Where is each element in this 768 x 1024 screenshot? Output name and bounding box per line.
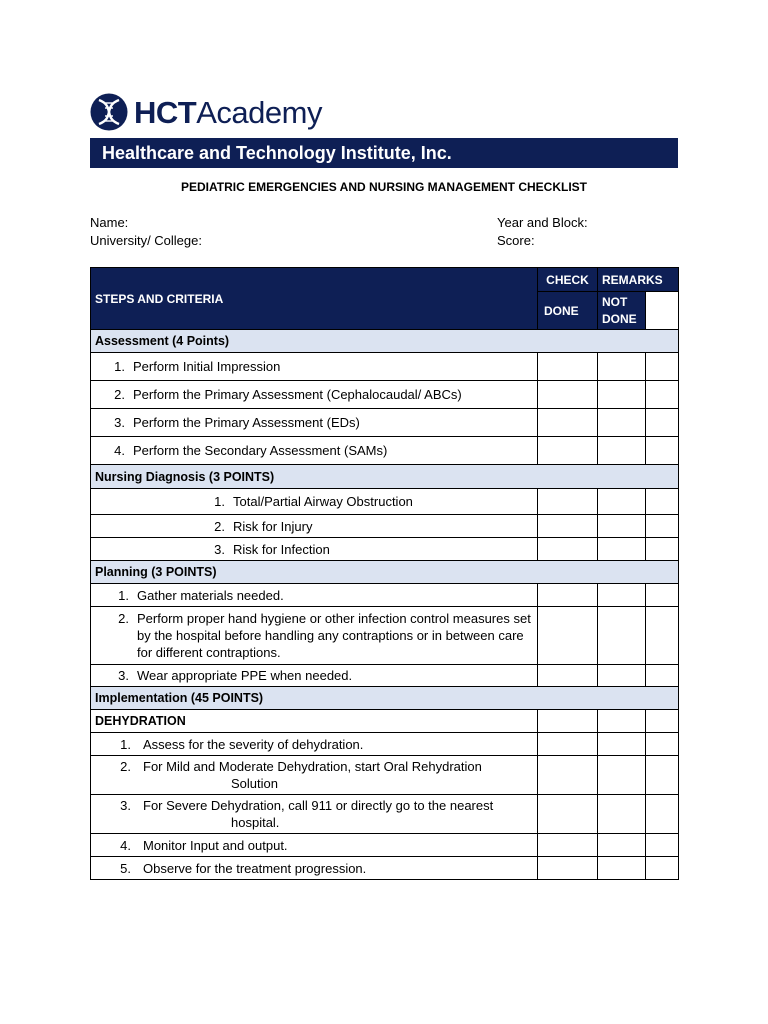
done-checkbox-cell[interactable] bbox=[538, 381, 598, 409]
remarks-cell[interactable] bbox=[646, 409, 679, 437]
remarks-cell[interactable] bbox=[646, 437, 679, 465]
not-done-checkbox-cell[interactable] bbox=[598, 489, 646, 515]
item-number: 1. bbox=[120, 736, 131, 752]
implementation-item-text-continued: hospital. bbox=[231, 815, 280, 830]
table-row bbox=[91, 515, 679, 538]
diagnosis-item-text: Total/Partial Airway Obstruction bbox=[233, 494, 413, 509]
table-row bbox=[91, 584, 679, 607]
assessment-item-text: Perform the Primary Assessment (EDs) bbox=[133, 415, 360, 430]
remarks-cell[interactable] bbox=[646, 489, 679, 515]
planning-item-text: Perform proper hand hygiene or other infection control measures set by the hospital before handling any contraptions or in between care for different contraptions. bbox=[137, 611, 531, 660]
implementation-item-text: Assess for the severity of dehydration. bbox=[143, 736, 364, 752]
table-row bbox=[91, 795, 679, 834]
remarks-cell[interactable] bbox=[646, 834, 679, 857]
remarks-cell[interactable] bbox=[646, 607, 679, 665]
item-number: 2. bbox=[214, 518, 225, 534]
remarks-cell[interactable] bbox=[646, 515, 679, 538]
not-done-checkbox-cell[interactable] bbox=[598, 733, 646, 756]
not-done-checkbox-cell[interactable] bbox=[598, 607, 646, 665]
planning-item-text: Gather materials needed. bbox=[137, 587, 284, 603]
done-checkbox-cell[interactable] bbox=[538, 584, 598, 607]
table-row bbox=[91, 733, 679, 756]
done-header: DONE bbox=[538, 292, 598, 330]
not-done-checkbox-cell[interactable] bbox=[598, 665, 646, 687]
done-checkbox-cell[interactable] bbox=[538, 515, 598, 538]
implementation-item-text: For Mild and Moderate Dehydration, start Oral Rehydration bbox=[143, 759, 482, 774]
remarks-cell[interactable] bbox=[646, 665, 679, 687]
not-done-checkbox-cell[interactable] bbox=[598, 538, 646, 561]
table-row bbox=[91, 756, 679, 795]
not-done-checkbox-cell[interactable] bbox=[598, 437, 646, 465]
remarks-cell[interactable] bbox=[646, 733, 679, 756]
remarks-header: REMARKS bbox=[598, 268, 679, 292]
remarks-cell[interactable] bbox=[646, 538, 679, 561]
logo-text-hct: HCT bbox=[134, 94, 197, 130]
item-number: 3. bbox=[114, 415, 125, 430]
steps-criteria-header: STEPS AND CRITERIA bbox=[91, 268, 538, 330]
remarks-cell[interactable] bbox=[646, 353, 679, 381]
institute-banner: Healthcare and Technology Institute, Inc. bbox=[90, 138, 678, 168]
not-done-checkbox-cell[interactable] bbox=[598, 710, 646, 733]
assessment-item-text: Perform Initial Impression bbox=[133, 359, 281, 374]
university-field-label: University/ College: bbox=[90, 233, 202, 248]
not-done-checkbox-cell[interactable] bbox=[598, 515, 646, 538]
done-checkbox-cell[interactable] bbox=[538, 409, 598, 437]
header-blank-cell bbox=[646, 292, 679, 330]
assessment-item-text: Perform the Secondary Assessment (SAMs) bbox=[133, 443, 388, 458]
done-checkbox-cell[interactable] bbox=[538, 538, 598, 561]
not-done-checkbox-cell[interactable] bbox=[598, 409, 646, 437]
remarks-cell[interactable] bbox=[646, 857, 679, 880]
done-checkbox-cell[interactable] bbox=[538, 489, 598, 515]
table-row bbox=[91, 857, 679, 880]
item-number: 1. bbox=[114, 359, 125, 374]
not-done-label-line2: DONE bbox=[602, 311, 637, 326]
checklist-table bbox=[90, 267, 679, 880]
done-checkbox-cell[interactable] bbox=[538, 665, 598, 687]
done-checkbox-cell[interactable] bbox=[538, 733, 598, 756]
table-row bbox=[91, 538, 679, 561]
section-assessment-title: Assessment (4 Points) bbox=[91, 330, 679, 353]
done-checkbox-cell[interactable] bbox=[538, 353, 598, 381]
not-done-checkbox-cell[interactable] bbox=[598, 834, 646, 857]
score-field-label: Score: bbox=[497, 233, 535, 248]
item-number: 3. bbox=[120, 798, 131, 813]
implementation-item-text: Monitor Input and output. bbox=[143, 837, 288, 853]
done-checkbox-cell[interactable] bbox=[538, 857, 598, 880]
table-row bbox=[91, 834, 679, 857]
item-number: 2. bbox=[114, 387, 125, 402]
dehydration-subheading: DEHYDRATION bbox=[91, 710, 538, 733]
item-number: 5. bbox=[120, 860, 131, 876]
item-number: 1. bbox=[214, 494, 225, 509]
dna-helix-icon bbox=[90, 92, 128, 132]
item-number: 1. bbox=[118, 587, 129, 603]
remarks-cell[interactable] bbox=[646, 795, 679, 834]
table-row bbox=[91, 665, 679, 687]
done-checkbox-cell[interactable] bbox=[538, 437, 598, 465]
table-row bbox=[91, 489, 679, 515]
table-row bbox=[91, 353, 679, 381]
done-checkbox-cell[interactable] bbox=[538, 795, 598, 834]
not-done-header bbox=[598, 292, 646, 330]
item-number: 3. bbox=[214, 541, 225, 557]
hct-academy-logo bbox=[90, 92, 322, 132]
item-number: 4. bbox=[114, 443, 125, 458]
done-checkbox-cell[interactable] bbox=[538, 834, 598, 857]
implementation-item-text-continued: Solution bbox=[231, 776, 278, 791]
table-row bbox=[91, 437, 679, 465]
logo-text-academy: Academy bbox=[196, 94, 322, 130]
not-done-checkbox-cell[interactable] bbox=[598, 584, 646, 607]
logo-wordmark bbox=[134, 94, 322, 130]
section-diagnosis-title: Nursing Diagnosis (3 POINTS) bbox=[91, 465, 679, 489]
year-block-field-label: Year and Block: bbox=[497, 215, 588, 230]
remarks-cell[interactable] bbox=[646, 710, 679, 733]
not-done-checkbox-cell[interactable] bbox=[598, 353, 646, 381]
section-planning-title: Planning (3 POINTS) bbox=[91, 561, 679, 584]
implementation-item-text: Observe for the treatment progression. bbox=[143, 860, 367, 876]
item-number: 2. bbox=[120, 759, 131, 774]
planning-item-text: Wear appropriate PPE when needed. bbox=[137, 668, 353, 683]
table-row bbox=[91, 409, 679, 437]
done-checkbox-cell[interactable] bbox=[538, 710, 598, 733]
table-row bbox=[91, 607, 679, 665]
item-number: 2. bbox=[118, 611, 129, 626]
not-done-checkbox-cell[interactable] bbox=[598, 857, 646, 880]
table-row bbox=[91, 710, 679, 733]
checklist-title: PEDIATRIC EMERGENCIES AND NURSING MANAGEMENT CHECKLIST bbox=[180, 180, 587, 194]
item-number: 3. bbox=[118, 668, 129, 683]
remarks-cell[interactable] bbox=[646, 381, 679, 409]
diagnosis-item-text: Risk for Injury bbox=[233, 518, 313, 534]
done-checkbox-cell[interactable] bbox=[538, 756, 598, 795]
not-done-label-line1: NOT bbox=[602, 294, 628, 309]
name-field-label: Name: bbox=[90, 215, 129, 230]
not-done-checkbox-cell[interactable] bbox=[598, 756, 646, 795]
table-row bbox=[91, 381, 679, 409]
implementation-item-text: For Severe Dehydration, call 911 or directly go to the nearest bbox=[143, 798, 494, 813]
done-checkbox-cell[interactable] bbox=[538, 607, 598, 665]
item-number: 4. bbox=[120, 837, 131, 853]
not-done-checkbox-cell[interactable] bbox=[598, 381, 646, 409]
check-header: CHECK bbox=[538, 268, 598, 292]
diagnosis-item-text: Risk for Infection bbox=[233, 541, 330, 557]
remarks-cell[interactable] bbox=[646, 756, 679, 795]
assessment-item-text: Perform the Primary Assessment (Cephalocaudal/ ABCs) bbox=[133, 387, 462, 402]
remarks-cell[interactable] bbox=[646, 584, 679, 607]
not-done-checkbox-cell[interactable] bbox=[598, 795, 646, 834]
section-implementation-title: Implementation (45 POINTS) bbox=[91, 687, 679, 710]
